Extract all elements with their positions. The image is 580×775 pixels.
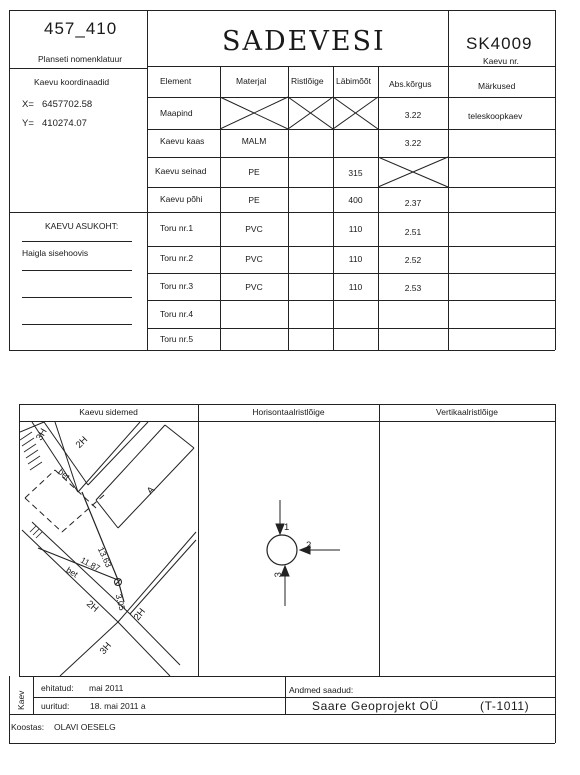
row-element: Kaevu seinad	[155, 166, 207, 176]
row-elevation: 2.37	[404, 198, 422, 208]
row-elevation: 3.22	[404, 138, 422, 148]
header-cross-section: Ristlõige	[291, 76, 324, 86]
row-diameter: 110	[348, 224, 363, 234]
row-notes: teleskoopkaev	[468, 111, 523, 121]
built-label: ehitatud:	[41, 683, 74, 693]
well-circle	[267, 535, 297, 565]
row-element: Toru nr.5	[160, 334, 194, 344]
y-coordinate: 410274.07	[42, 118, 87, 129]
label-3h: 3H	[97, 640, 115, 657]
frame-line	[9, 714, 555, 715]
location-label: KAEVU ASUKOHT:	[45, 221, 119, 231]
source-company: Saare Geoprojekt OÜ	[312, 699, 439, 713]
label-2h: 2H	[131, 606, 148, 623]
header-notes: Märkused	[478, 81, 516, 91]
row-elevation: 2.53	[404, 283, 422, 293]
row-element: Kaevu kaas	[160, 136, 205, 146]
coords-label: Kaevu koordinaadid	[34, 77, 110, 87]
header-element: Element	[160, 76, 192, 86]
row-material: MALM	[241, 136, 267, 146]
pipe-label: 2	[306, 540, 312, 551]
row-material: PVC	[245, 282, 263, 292]
measured-label: uuritud:	[41, 701, 70, 711]
header-material: Materjal	[236, 76, 267, 86]
author-label: Koostas:	[11, 722, 45, 732]
row-element: Kaevu põhi	[160, 194, 203, 204]
x-label: X=	[22, 99, 34, 110]
row-material: PVC	[245, 254, 263, 264]
pipe-label: 3	[272, 572, 284, 578]
row-material: PE	[248, 195, 260, 205]
row-elevation: 3.22	[404, 110, 422, 120]
row-element: Toru nr.3	[160, 281, 194, 291]
dimension-label: 11.87	[78, 554, 102, 574]
row-material: PE	[248, 167, 260, 177]
nomenclature-label: Planseti nomenklatuur	[38, 54, 123, 64]
author-name: OLAVI OESELG	[54, 722, 116, 732]
x-coordinate: 6457702.58	[42, 99, 93, 110]
measured-date: 18. mai 2011 a	[90, 701, 146, 711]
label-2h: 2H	[73, 434, 91, 451]
source-label: Andmed saadud:	[289, 685, 354, 695]
label-3h: 3H	[34, 426, 50, 443]
row-material: PVC	[245, 224, 263, 234]
dimension-label: 3.05	[113, 592, 128, 612]
label-2h: 2H	[84, 598, 101, 615]
row-element: Maapind	[160, 108, 193, 118]
pipe-label: 1	[284, 522, 290, 533]
row-elevation: 2.52	[404, 255, 422, 265]
header-elevation: Abs.kõrgus	[389, 79, 432, 89]
section-title-horizontal: Horisontaalristlõige	[252, 407, 325, 417]
row-element: Toru nr.1	[160, 223, 194, 233]
y-label: Y=	[22, 118, 34, 129]
row-diameter: 110	[348, 282, 363, 292]
location-value: Haigla sisehoovis	[22, 248, 89, 258]
header-diameter: Läbimõõt	[336, 76, 371, 86]
label-a: A	[144, 484, 158, 497]
row-diameter: 400	[348, 195, 363, 205]
label-bet: bet	[56, 466, 72, 482]
pipe-1-arrow	[276, 524, 284, 534]
row-element: Toru nr.4	[160, 309, 194, 319]
side-label: Kaev	[15, 690, 26, 710]
built-date: mai 2011	[89, 683, 124, 693]
frame-line	[9, 743, 555, 744]
source-code: (T-1011)	[480, 699, 530, 713]
label-bet: bet	[64, 564, 80, 580]
dimension-label: 13.63	[95, 545, 114, 569]
well-number-label: Kaevu nr.	[483, 56, 519, 66]
row-diameter: 315	[348, 168, 363, 178]
section-title-vertical: Vertikaalristlõige	[436, 407, 498, 417]
page-title: SADEVESI	[222, 26, 386, 57]
section-title-connections: Kaevu sidemed	[79, 407, 138, 417]
nomenclature-value: 457_410	[44, 19, 118, 38]
well-number: SK4009	[466, 34, 533, 53]
row-elevation: 2.51	[404, 227, 422, 237]
row-diameter: 110	[348, 254, 363, 264]
row-element: Toru nr.2	[160, 253, 194, 263]
